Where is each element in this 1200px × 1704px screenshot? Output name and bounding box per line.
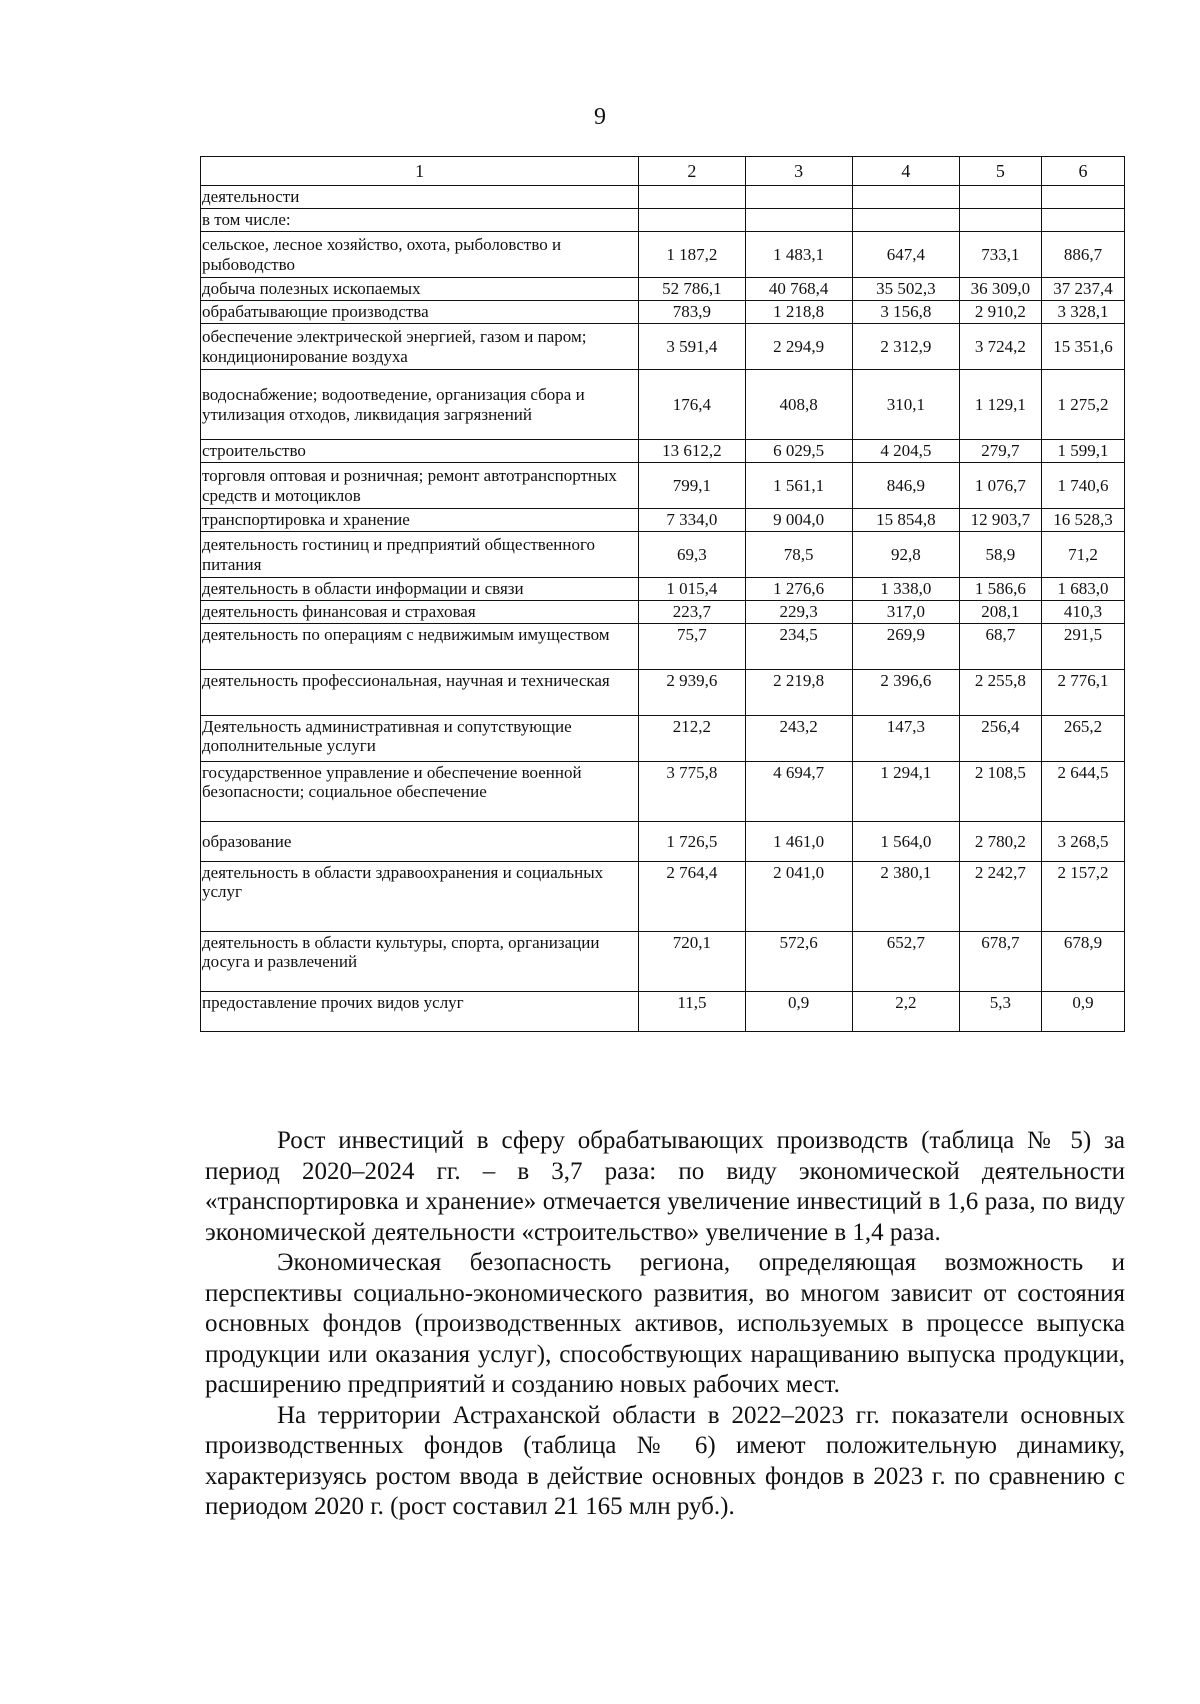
table-cell: 1 187,2: [639, 232, 745, 278]
table-cell: 1 338,0: [852, 578, 959, 601]
table-cell: 2 644,5: [1041, 762, 1124, 822]
table-cell: 3 591,4: [639, 324, 745, 370]
table-cell: 2 380,1: [852, 862, 959, 932]
page-number: 9: [594, 104, 606, 130]
table-row: [201, 601, 1125, 624]
table-cell: 147,3: [852, 716, 959, 762]
table-cell: 243,2: [745, 716, 852, 762]
column-header: 4: [852, 157, 959, 186]
table-cell: 52 786,1: [639, 278, 745, 301]
table-cell: 36 309,0: [959, 278, 1041, 301]
table-row: [201, 992, 1125, 1032]
table-cell: 799,1: [639, 463, 745, 509]
table-cell: 846,9: [852, 463, 959, 509]
table-cell: 1 726,5: [639, 822, 745, 862]
table-cell: [639, 186, 745, 209]
table-cell: 11,5: [639, 992, 745, 1032]
table-cell: 7 334,0: [639, 509, 745, 532]
table-cell: 733,1: [959, 232, 1041, 278]
table-cell: 69,3: [639, 532, 745, 578]
table-cell: 1 586,6: [959, 578, 1041, 601]
row-label: образование: [201, 822, 639, 862]
table-cell: 1 599,1: [1041, 440, 1124, 463]
table-cell: 2 776,1: [1041, 670, 1124, 716]
table-row: [201, 716, 1125, 762]
table-cell: 269,9: [852, 624, 959, 670]
table-cell: 652,7: [852, 932, 959, 992]
table-cell: 5,3: [959, 992, 1041, 1032]
table-cell: 291,5: [1041, 624, 1124, 670]
table-row: [201, 209, 1125, 232]
table-cell: 720,1: [639, 932, 745, 992]
table-cell: 265,2: [1041, 716, 1124, 762]
table-row: [201, 762, 1125, 822]
table-cell: 1 561,1: [745, 463, 852, 509]
row-label: деятельность в области здравоохранения и социальных услуг: [201, 862, 639, 932]
table-row: [201, 578, 1125, 601]
table-cell: 92,8: [852, 532, 959, 578]
table-cell: 3 156,8: [852, 301, 959, 324]
table-cell: 2 108,5: [959, 762, 1041, 822]
row-label: деятельность по операциям с недвижимым имуществом: [201, 624, 639, 670]
table-cell: 1 015,4: [639, 578, 745, 601]
table-cell: 1 740,6: [1041, 463, 1124, 509]
table-cell: 2 255,8: [959, 670, 1041, 716]
row-label: деятельность профессиональная, научная и техническая: [201, 670, 639, 716]
row-label: деятельность финансовая и страховая: [201, 601, 639, 624]
table-row: [201, 532, 1125, 578]
row-label: торговля оптовая и розничная; ремонт автотранспортных средств и мотоциклов: [201, 463, 639, 509]
table-cell: [1041, 209, 1124, 232]
table-cell: 678,9: [1041, 932, 1124, 992]
table-cell: 279,7: [959, 440, 1041, 463]
table-header-row: [201, 157, 1125, 186]
column-header: 5: [959, 157, 1041, 186]
table-cell: 3 775,8: [639, 762, 745, 822]
investment-table: [200, 156, 1125, 1032]
table-cell: 71,2: [1041, 532, 1124, 578]
row-label: Деятельность административная и сопутствующие дополнительные услуги: [201, 716, 639, 762]
row-label: транспортировка и хранение: [201, 509, 639, 532]
table-cell: [852, 209, 959, 232]
row-label: водоснабжение; водоотведение, организация сбора и утилизация отходов, ликвидация загрязнений: [201, 370, 639, 440]
table-cell: 783,9: [639, 301, 745, 324]
table-row: [201, 370, 1125, 440]
table-row: [201, 624, 1125, 670]
paragraph: Экономическая безопасность региона, определяющая возможность и перспективы социально-экономического развития, во многом зависит от состояния основных фондов (производственных активов, используемых в процессе выпуска продукции или оказания услуг), способствующих наращиванию выпуска продукции, расширению предприятий и созданию новых рабочих мест.: [205, 1249, 1125, 1398]
table-row: [201, 822, 1125, 862]
table-row: [201, 278, 1125, 301]
table-cell: 75,7: [639, 624, 745, 670]
table-cell: 2,2: [852, 992, 959, 1032]
table-cell: 2 219,8: [745, 670, 852, 716]
body-text: [205, 1126, 1125, 1523]
row-label: деятельности: [201, 186, 639, 209]
column-header: 1: [201, 157, 639, 186]
table-cell: 4 204,5: [852, 440, 959, 463]
row-label: обеспечение электрической энергией, газом и паром; кондиционирование воздуха: [201, 324, 639, 370]
table-cell: 3 268,5: [1041, 822, 1124, 862]
table-cell: 2 910,2: [959, 301, 1041, 324]
table-cell: 2 780,2: [959, 822, 1041, 862]
table-cell: 886,7: [1041, 232, 1124, 278]
table-cell: 16 528,3: [1041, 509, 1124, 532]
table-cell: 317,0: [852, 601, 959, 624]
table-cell: 572,6: [745, 932, 852, 992]
row-label: обрабатывающие производства: [201, 301, 639, 324]
table-cell: 234,5: [745, 624, 852, 670]
column-header: 2: [639, 157, 745, 186]
table-cell: 256,4: [959, 716, 1041, 762]
table-cell: 2 939,6: [639, 670, 745, 716]
table-cell: 35 502,3: [852, 278, 959, 301]
table-cell: 229,3: [745, 601, 852, 624]
table-cell: [959, 186, 1041, 209]
table-cell: 3 724,2: [959, 324, 1041, 370]
table-cell: [852, 186, 959, 209]
column-header: 6: [1041, 157, 1124, 186]
table-cell: 40 768,4: [745, 278, 852, 301]
table-row: [201, 440, 1125, 463]
table-cell: 1 294,1: [852, 762, 959, 822]
table-cell: 2 396,6: [852, 670, 959, 716]
table-cell: 37 237,4: [1041, 278, 1124, 301]
table-cell: 208,1: [959, 601, 1041, 624]
table-cell: 4 694,7: [745, 762, 852, 822]
table-cell: 3 328,1: [1041, 301, 1124, 324]
table-cell: 58,9: [959, 532, 1041, 578]
row-label: предоставление прочих видов услуг: [201, 992, 639, 1032]
table-cell: 6 029,5: [745, 440, 852, 463]
table-cell: 410,3: [1041, 601, 1124, 624]
row-label: государственное управление и обеспечение военной безопасности; социальное обеспечение: [201, 762, 639, 822]
table-cell: 0,9: [1041, 992, 1124, 1032]
table-cell: 408,8: [745, 370, 852, 440]
table-cell: 647,4: [852, 232, 959, 278]
table-row: [201, 670, 1125, 716]
row-label: сельское, лесное хозяйство, охота, рыболовство и рыбоводство: [201, 232, 639, 278]
row-label: добыча полезных ископаемых: [201, 278, 639, 301]
table-cell: 1 276,6: [745, 578, 852, 601]
row-label: деятельность в области информации и связи: [201, 578, 639, 601]
table-cell: 678,7: [959, 932, 1041, 992]
table-row: [201, 324, 1125, 370]
table-cell: [745, 209, 852, 232]
table-cell: 1 275,2: [1041, 370, 1124, 440]
table-cell: 1 483,1: [745, 232, 852, 278]
table-cell: 2 041,0: [745, 862, 852, 932]
table-cell: 15 351,6: [1041, 324, 1124, 370]
table-cell: 2 294,9: [745, 324, 852, 370]
table-cell: 1 461,0: [745, 822, 852, 862]
row-label: в том числе:: [201, 209, 639, 232]
table-cell: 1 218,8: [745, 301, 852, 324]
table-cell: 176,4: [639, 370, 745, 440]
table-row: [201, 186, 1125, 209]
table-cell: 68,7: [959, 624, 1041, 670]
table-cell: [745, 186, 852, 209]
table-cell: [639, 209, 745, 232]
table-cell: 9 004,0: [745, 509, 852, 532]
table-row: [201, 932, 1125, 992]
table-cell: 1 076,7: [959, 463, 1041, 509]
table-row: [201, 463, 1125, 509]
row-label: деятельность в области культуры, спорта, организации досуга и развлечений: [201, 932, 639, 992]
table-cell: 223,7: [639, 601, 745, 624]
table-row: [201, 509, 1125, 532]
table-body: [201, 157, 1125, 1032]
table-cell: 0,9: [745, 992, 852, 1032]
paragraph: Рост инвестиций в сферу обрабатывающих производств (таблица № 5) за период 2020–2024 гг. – в 3,7 раза: по виду экономической деятельности «транспортировка и хранение» отмечается увеличение инвестиций в 1,6 раза, по виду экономической деятельности «строительство» увеличение в 1,4 раза.: [205, 1127, 1125, 1246]
table-cell: [959, 209, 1041, 232]
row-label: строительство: [201, 440, 639, 463]
table-cell: 12 903,7: [959, 509, 1041, 532]
table-cell: 310,1: [852, 370, 959, 440]
paragraph: На территории Астраханской области в 2022–2023 гг. показатели основных производственных фондов (таблица № 6) имеют положительную динамику, характеризуясь ростом ввода в действие основных фондов в 2023 г. по сравнению с периодом 2020 г. (рост составил 21 165 млн руб.).: [205, 1401, 1125, 1520]
table-cell: 1 129,1: [959, 370, 1041, 440]
table-row: [201, 232, 1125, 278]
table-cell: 2 157,2: [1041, 862, 1124, 932]
table-cell: 1 683,0: [1041, 578, 1124, 601]
table-cell: 1 564,0: [852, 822, 959, 862]
table-cell: 2 312,9: [852, 324, 959, 370]
table-cell: 2 764,4: [639, 862, 745, 932]
table-row: [201, 301, 1125, 324]
row-label: деятельность гостиниц и предприятий общественного питания: [201, 532, 639, 578]
table-cell: 15 854,8: [852, 509, 959, 532]
table-cell: 2 242,7: [959, 862, 1041, 932]
table-row: [201, 862, 1125, 932]
column-header: 3: [745, 157, 852, 186]
table-cell: 78,5: [745, 532, 852, 578]
table-cell: [1041, 186, 1124, 209]
table-cell: 13 612,2: [639, 440, 745, 463]
table-cell: 212,2: [639, 716, 745, 762]
